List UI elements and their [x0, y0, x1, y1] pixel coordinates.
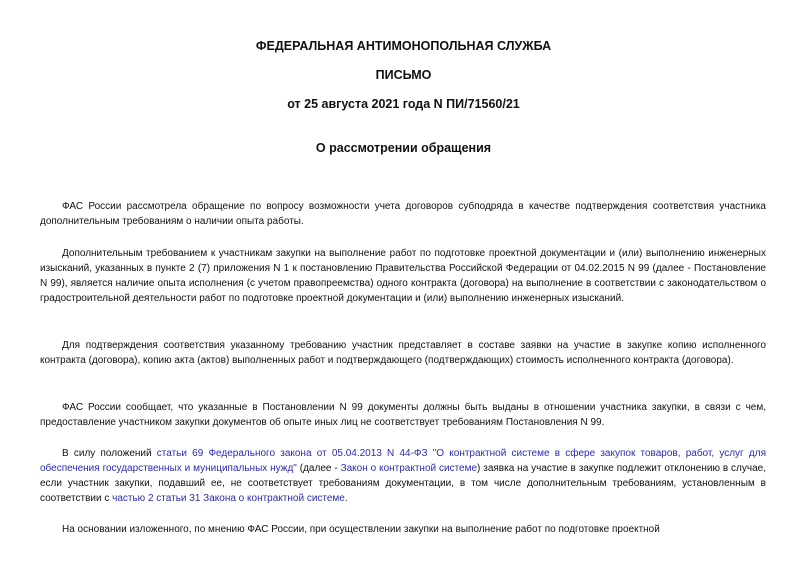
- paragraph-4-text: ФАС России сообщает, что указанные в Постановлении N 99 документы должны быть выданы в отношении участника закупки, в связи с чем, предоставление участником закупки документов об опыте иных лиц не соответствует требованиям Постановления N 99.: [40, 402, 766, 428]
- paragraph-4: [40, 400, 766, 430]
- law-44fz-article-69-link[interactable]: статьи 69 Федерального закона от 05.04.2013 N 44-ФЗ "О контрактной системе в сфере закупок товаров, работ, услуг для обеспечения государственных и муниципальных нужд": [40, 448, 766, 474]
- paragraph-5-text-4: .: [344, 493, 348, 504]
- article-31-part-2-link[interactable]: частью 2 статьи 31 Закона о контрактной системе: [112, 493, 345, 504]
- paragraph-3: [40, 338, 766, 368]
- paragraph-1: [40, 199, 766, 229]
- agency-title: ФЕДЕРАЛЬНАЯ АНТИМОНОПОЛЬНАЯ СЛУЖБА: [255, 39, 552, 53]
- paragraph-5: [40, 446, 766, 506]
- document-subject: О рассмотрении обращения: [315, 141, 492, 155]
- document-type: ПИСЬМО: [375, 68, 432, 82]
- paragraph-1-text: ФАС России рассмотрела обращение по вопросу возможности учета договоров субподряда в качестве подтверждения соответствия участника дополнительным требованиям о наличии опыта работы.: [40, 201, 766, 227]
- paragraph-2-text: Дополнительным требованием к участникам закупки на выполнение работ по подготовке проектной документации и (или) выполнению инженерных изысканий, указанных в пункте 2 (7) приложения N 1 к постановлению Правительства Российской Федерации от 04.02.2015 N 99 (далее - Постановление N 99), является наличие опыта исполнения (с учетом правопреемства) одного контракта (договора) на выполнение в соответствии с законодательством о градостроительной деятельности работ по подготовке проектной документации и (или) выполнению инженерных изысканий.: [40, 248, 766, 304]
- paragraph-2: [40, 246, 766, 306]
- paragraph-6-text: На основании изложенного, по мнению ФАС России, при осуществлении закупки на выполнение работ по подготовке проектной: [62, 524, 660, 535]
- paragraph-5-text-2: (далее -: [296, 463, 341, 474]
- paragraph-5-text-3: ) заявка на участие в закупке подлежит отклонению в случае, если участник закупки, подавший ее, не соответствует требованиям документации, в том числе дополнительным требованиям, установленным в соответствии с: [40, 463, 766, 504]
- contract-system-law-link[interactable]: Закон о контрактной системе: [340, 463, 478, 474]
- paragraph-3-text: Для подтверждения соответствия указанному требованию участник представляет в составе заявки на участие в закупке копию исполненного контракта (договора), копию акта (актов) выполненных работ и подтверждающего (подтверждающих) стоимость исполненного контракта (договора).: [40, 340, 766, 366]
- paragraph-5-text-1: В силу положений: [62, 448, 157, 459]
- paragraph-6: [40, 522, 766, 537]
- document-date-number: от 25 августа 2021 года N ПИ/71560/21: [287, 97, 520, 111]
